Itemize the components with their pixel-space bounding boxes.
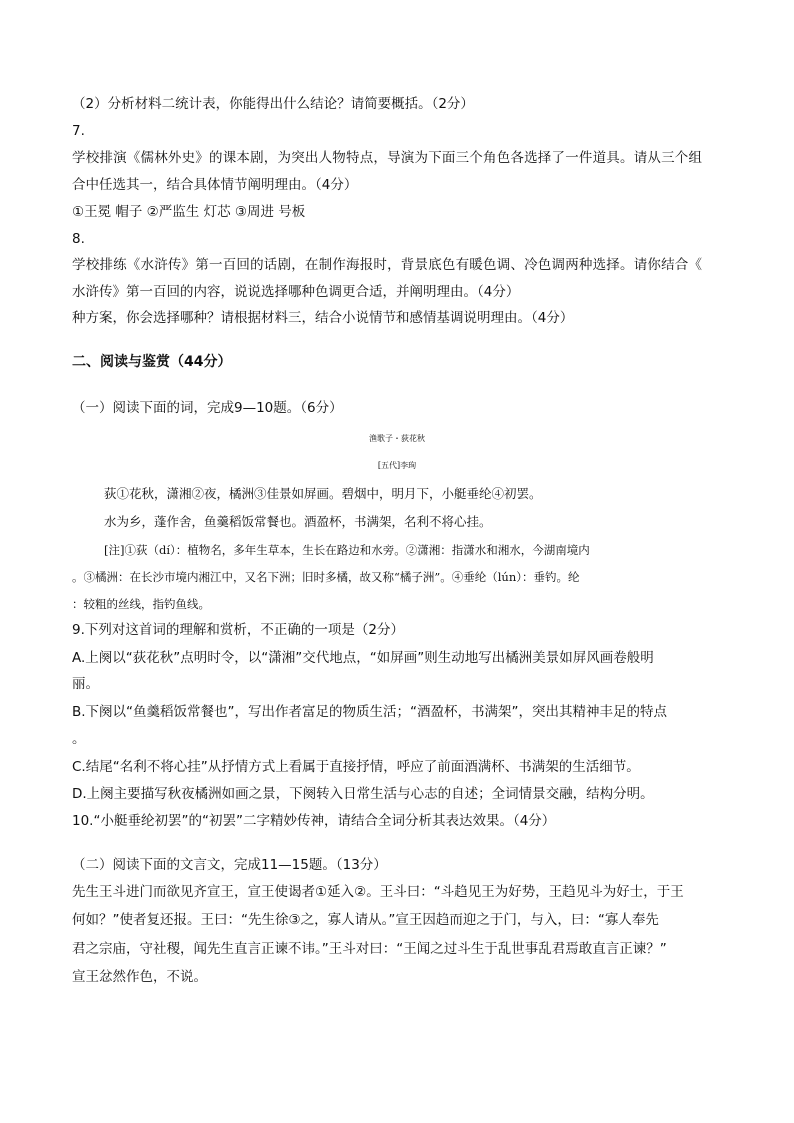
question-7-options: ①王冕 帽子 ②严监生 灯芯 ③周进 号板 — [72, 204, 306, 220]
poem-title: 渔歌子・荻花秋 — [369, 434, 425, 443]
question-10: 10.“小艇垂纶初罢”的“初罢”二字精妙传神，请结合全词分析其表达效果。（4分） — [72, 813, 556, 829]
prose-line: 宣王忿然作色，不说。 — [72, 969, 207, 985]
option-a: A.上阕以“荻花秋”点明时令，以“潇湘”交代地点，“如屏画”则生动地写出橘洲美景如屏风画卷般明 — [72, 650, 654, 666]
option-d: D.上阕主要描写秋夜橘洲如画之景，下阕转入日常生活与心志的自述；全词情景交融，结构分明。 — [72, 786, 654, 802]
question-6-2: （2）分析材料二统计表，你能得出什么结论？请简要概括。（2分） — [72, 96, 474, 112]
poem-note-line: 。③橘洲：在长沙市境内湘江中，又名下洲；旧时多橘，故又称“橘子洲”。④垂纶（lún）：垂钓。纶 — [72, 570, 580, 584]
poem-author: [五代]李珣 — [377, 461, 417, 470]
prose-line: 君之宗庙，守社稷，闻先生直言正谏不讳。”王斗对曰：“王闻之过斗生于乱世事乱君焉敢直言正谏？” — [72, 941, 667, 957]
question-9: 9.下列对这首词的理解和赏析，不正确的一项是（2分） — [72, 622, 404, 638]
question-8-number: 8. — [72, 231, 85, 247]
part-1-intro: （一）阅读下面的词，完成9—10题。（6分） — [72, 400, 343, 416]
section-heading: 二、阅读与鉴赏（44分） — [72, 354, 232, 370]
option-c: C.结尾“名利不将心挂”从抒情方式上看属于直接抒情，呼应了前面酒满杯、书满架的生活细节。 — [72, 759, 640, 775]
question-7-text-line: 学校排演《儒林外史》的课本剧，为突出人物特点，导演为下面三个角色各选择了一件道具。请从三个组 — [72, 150, 703, 166]
prose-line: 何如？”使者复还报。王曰：“先生徐③之，寡人请从。”宣王因趋而迎之于门，与入，曰：“寡人奉先 — [72, 912, 659, 928]
poem-note-line: [注]①荻（dí）：植物名，多年生草本，生长在路边和水旁。②潇湘：指潇水和湘水，今湖南境内 — [104, 543, 590, 557]
prose-line: 先生王斗进门而欲见齐宣王，宣王使谒者①延入②。王斗曰：“斗趋见王为好势，王趋见斗为好士，于王 — [72, 884, 684, 900]
option-a-continued: 丽。 — [72, 676, 99, 692]
question-8-text-line: 种方案，你会选择哪种？请根据材料三，结合小说情节和感情基调说明理由。（4分） — [72, 310, 574, 326]
option-b: B.下阕以“鱼羹稻饭常餐也”，写出作者富足的物质生活；“酒盈杯，书满架”，突出其精神丰足的特点 — [72, 704, 668, 720]
question-8-text-line: 学校排练《水浒传》第一百回的话剧，在制作海报时，背景底色有暖色调、冷色调两种选择。请你结合《 — [72, 257, 703, 273]
question-7-text-line: 合中任选其一，结合具体情节阐明理由。（4分） — [72, 177, 358, 193]
question-7-number: 7. — [72, 123, 85, 139]
poem-note-line: ：较粗的丝线，指钓鱼线。 — [72, 597, 210, 611]
part-2-intro: （二）阅读下面的文言文，完成11—15题。（13分） — [72, 857, 387, 873]
poem-line: 水为乡，蓬作舍，鱼羹稻饭常餐也。酒盈杯，书满架，名利不将心挂。 — [104, 514, 492, 529]
option-b-continued: 。 — [72, 731, 86, 747]
poem-line: 荻①花秋，潇湘②夜，橘洲③佳景如屏画。碧烟中，明月下，小艇垂纶④初罢。 — [104, 486, 542, 501]
question-8-text-line: 水浒传》第一百回的内容，说说选择哪种色调更合适，并阐明理由。（4分） — [72, 284, 520, 300]
